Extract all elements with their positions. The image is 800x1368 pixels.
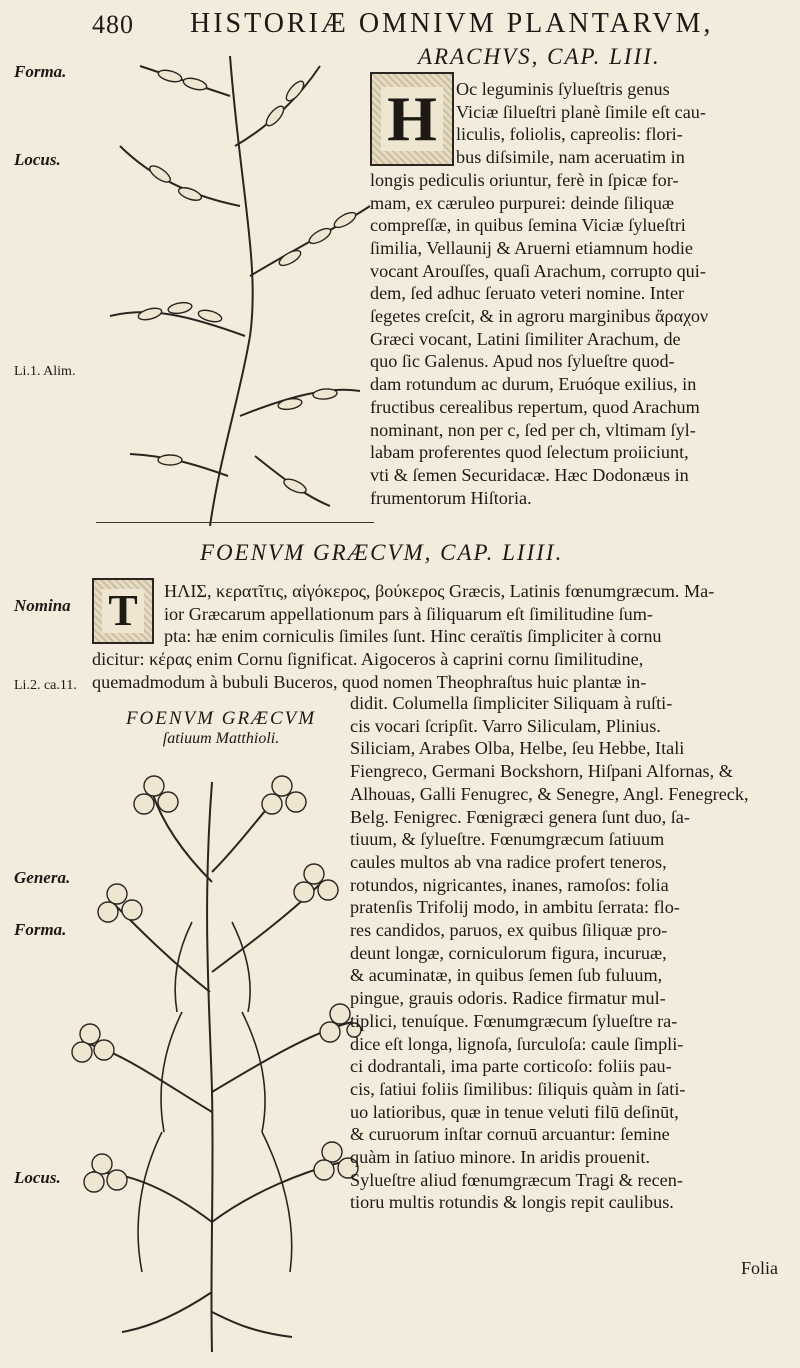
text-line: Oc leguminis ſylueſtris genus <box>456 79 670 99</box>
page-number: 480 <box>92 10 134 39</box>
text-line: ΗΛΙΣ, κερατῖτις, αἰγόκερος, βούκερος Græcis, Latinis fœnumgræcum. Ma- <box>164 581 715 601</box>
figure-caption-subtitle: ſatiuum Matthioli. <box>162 730 280 747</box>
margin-note-genera: Genera. <box>14 868 71 887</box>
text-line: & acuminatæ, in quibus ſemen ſub fuluum, <box>350 965 663 986</box>
margin-note-locus-2: Locus. <box>14 1168 61 1187</box>
text-line: quo ſic Galenus. Apud nos ſylueſtre quod- <box>370 351 675 372</box>
text-line: & curuorum inſtar cornuū arcuantur: ſemine <box>350 1124 670 1145</box>
margin-note-locus: Locus. <box>14 150 61 169</box>
text-line: deunt longæ, corniculorum figura, incuruæ, <box>350 942 667 963</box>
margin-note-nomina: Nomina <box>14 596 71 615</box>
text-line: Viciæ ſilueſtri planè ſimile eſt cau- <box>456 101 706 122</box>
text-line: ſegetes creſcit, & in agroru marginibus ἄραχον <box>370 306 709 327</box>
text-line: dam rotundum ac durum, Eruóque exilius, in <box>370 374 697 395</box>
text-line: pratenſis Trifolij modo, in ambitu ſerrata: flo- <box>350 897 680 918</box>
text-line: pta: hæ enim corniculis ſimiles ſunt. Hinc ceraïtis ſimpliciter à cornu <box>164 626 662 647</box>
text-line: dem, ſed adhuc ſeruato veteri nomine. Inter <box>370 283 685 304</box>
text-line: fructibus cerealibus repertum, quod Arachum <box>370 396 700 417</box>
margin-note-forma-2: Forma. <box>14 920 67 939</box>
text-line: pingue, grauis odoris. Radice firmatur mul- <box>350 988 666 1009</box>
text-line: res candidos, paruos, ex quibus ſiliquæ pro- <box>350 920 668 941</box>
chapter-text-foenum-graecum-full <box>92 580 782 694</box>
text-line: Sylueſtre aliud fœnumgræcum Tragi & recen- <box>350 1169 683 1190</box>
text-line: cis, ſatiui foliis ſimilibus: ſiliquis quàm in ſati- <box>350 1078 686 1099</box>
text-line: ci dodrantali, ima parte corticoſo: foliis pau- <box>350 1056 672 1077</box>
text-line: rotundos, nigricantes, inanes, ramoſos: folia <box>350 874 669 895</box>
text-line: compreſſæ, in quibus ſemina Viciæ ſylueſtri <box>370 215 686 236</box>
text-line: longis pediculis oriuntur, ferè in ſpicæ for- <box>370 169 679 190</box>
chapter-heading-foenum-graecum: FOENVM GRÆCVM, CAP. LIIII. <box>200 540 564 565</box>
text-line: quemadmodum à bubuli Buceros, quod nomen Theophraſtus huic plantæ in- <box>92 671 647 692</box>
text-line: caules multos ab vna radice profert teneros, <box>350 851 667 872</box>
text-line: quàm in ſatiuo minore. In aridis prouenit. <box>350 1147 651 1168</box>
figure-caption-title: FOENVM GRÆCVM <box>125 708 317 729</box>
text-line: dicitur: κέρας enim Cornu ſignificat. Aigoceros à caprini cornu ſimilitudine, <box>92 649 644 670</box>
text-line: nominant, non per c, ſed per ch, vltimam ſyl- <box>370 419 696 440</box>
text-line: ſimilia, Vellaunij & Aruerni etiamnum hodie <box>370 237 693 258</box>
text-line: Siliciam, Arabes Olba, Helbe, ſeu Hebbe, Itali <box>350 738 685 759</box>
text-line: tiplici, tenuíque. Fœnumgræcum ſylueſtre ra- <box>350 1010 678 1031</box>
chapter-text-arachus <box>370 78 770 509</box>
text-line: Græci vocant, Latini ſimiliter Arachum, de <box>370 328 681 349</box>
text-line: ior Græcarum appellationum pars à ſiliquarum eſt ſimilitudine ſum- <box>164 603 653 624</box>
text-line: tiuum, & ſylueſtre. Fœnumgræcum ſatiuum <box>350 829 665 850</box>
margin-note-reference-2: Li.2. ca.11. <box>14 678 77 693</box>
text-line: uo latioribus, quæ in tenue veluti filū deſinūt, <box>350 1101 679 1122</box>
running-title: HISTORIÆ OMNIVM PLANTARVM, <box>190 8 714 39</box>
text-line: frumentorum Hiſtoria. <box>370 487 532 508</box>
text-line: bus diſsimile, nam aceruatim in <box>456 147 685 168</box>
decorated-initial-t: T <box>92 578 154 644</box>
text-line: Belg. Fenigrec. Fœnigræci genera ſunt duo, ſa- <box>350 806 690 827</box>
figure-rule <box>96 522 374 523</box>
decorated-initial-h: H <box>370 72 454 166</box>
chapter-heading-arachus: ARACHVS, CAP. LIII. <box>418 44 661 69</box>
text-line: didit. Columella ſimpliciter Siliquam à ruſti- <box>350 693 673 713</box>
text-line: mam, ex cæruleo purpurei: deinde ſiliquæ <box>370 192 675 213</box>
chapter-text-foenum-graecum-column <box>350 692 770 1214</box>
catchword: Folia <box>740 1258 778 1278</box>
foenum-graecum-woodcut-illustration <box>62 752 362 1362</box>
text-line: vocant Arouſſes, quaſi Arachum, corrupto qui- <box>370 260 706 281</box>
figure-caption <box>106 708 336 748</box>
margin-note-forma: Forma. <box>14 62 67 81</box>
text-line: cis vocari ſcripſit. Varro Siliculam, Plinius. <box>350 715 661 736</box>
text-line: vti & ſemen Securidacæ. Hæc Dodonæus in <box>370 464 689 485</box>
text-line: Fiengreco, Germani Bockshorn, Hiſpani Alfornas, & <box>350 761 733 782</box>
text-line: tioru multis rotundis & longis repit caulibus. <box>350 1192 674 1213</box>
arachus-woodcut-illustration <box>90 36 380 528</box>
text-line: Alhouas, Galli Fenugrec, & Senegre, Angl. Fenegreck, <box>350 783 749 804</box>
margin-note-reference: Li.1. Alim. <box>14 364 76 379</box>
text-line: liculis, foliolis, capreolis: flori- <box>456 124 683 145</box>
text-line: labam proferentes quod ſelectum proiiciunt, <box>370 442 689 463</box>
text-line: dice eſt longa, lignoſa, ſurculoſa: caule ſimpli- <box>350 1033 684 1054</box>
